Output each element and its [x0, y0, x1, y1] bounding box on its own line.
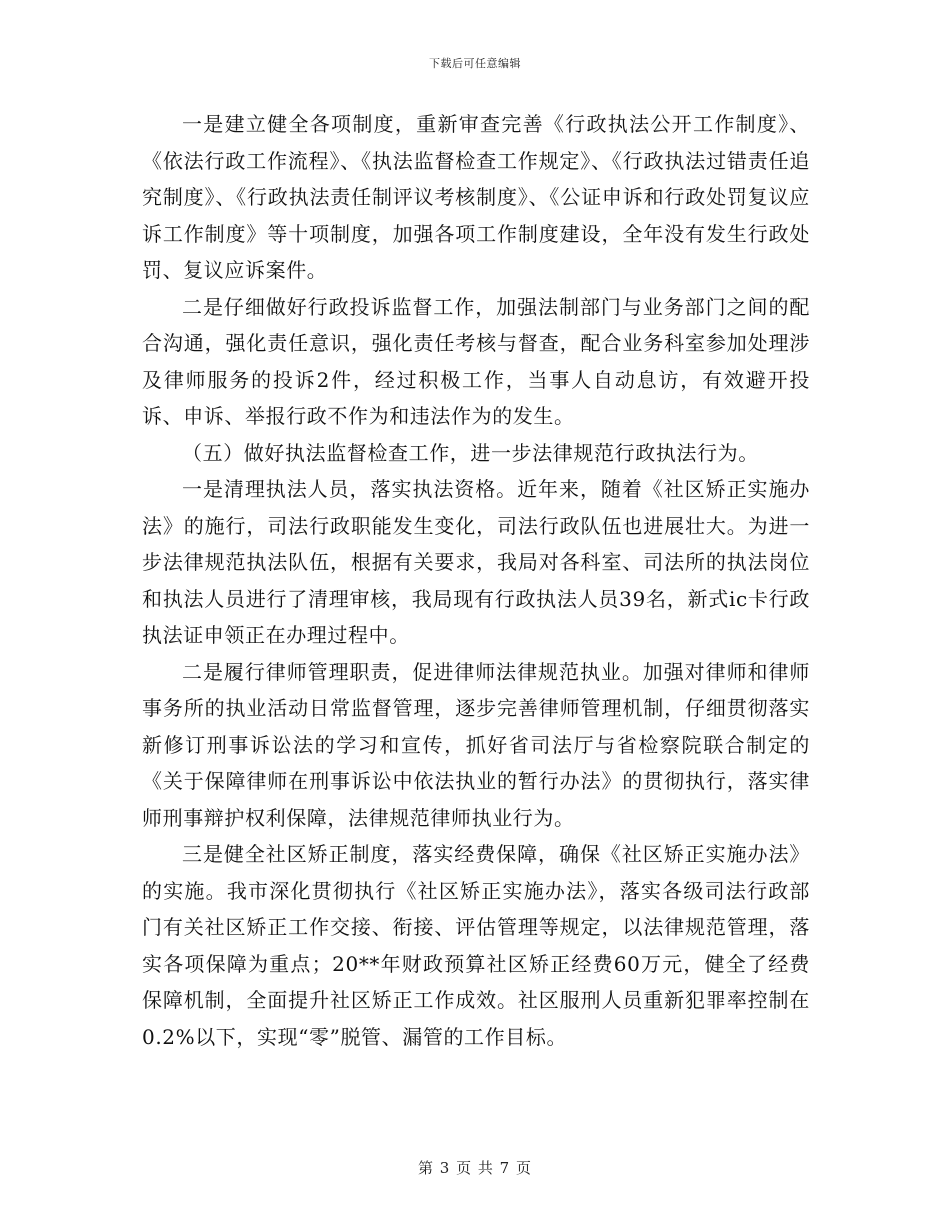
page-header: 下载后可任意编辑: [429, 57, 521, 70]
document-body: [142, 106, 810, 1055]
paragraph-complaint-supervision: 二是仔细做好行政投诉监督工作，加强法制部门与业务部门之间的配合沟通，强化责任意识，强化责任考核与督查，配合业务科室参加处理涉及律师服务的投诉2件，经过积极工作，当事人自动息访，有效避开投诉、申诉、举报行政不作为和违法作为的发生。: [142, 294, 810, 428]
page-number-footer: 第 3 页 共 7 页: [418, 1159, 532, 1177]
paragraph-rules-system: 一是建立健全各项制度，重新审查完善《行政执法公开工作制度》、《依法行政工作流程》、《执法监督检查工作规定》、《行政执法过错责任追究制度》、《行政执法责任制评议考核制度》、《公证申诉和行政处罚复议应诉工作制度》等十项制度，加强各项工作制度建设，全年没有发生行政处罚、复议应诉案件。: [142, 112, 810, 282]
section-heading-five: （五）做好执法监督检查工作，进一步法律规范行政执法行为。: [182, 440, 759, 465]
paragraph-community-correction: 三是健全社区矫正制度，落实经费保障，确保《社区矫正实施办法》的实施。我市深化贯彻执行《社区矫正实施办法》，落实各级司法行政部门有关社区矫正工作交接、衔接、评估管理等规定，以法律规范管理，落实各项保障为重点；20**年财政预算社区矫正经费60万元，健全了经费保障机制，全面提升社区矫正工作成效。社区服刑人员重新犯罪率控制在0.2%以下，实现“零”脱管、漏管的工作目标。: [142, 842, 810, 1049]
paragraph-lawyer-management: 二是履行律师管理职责，促进律师法律规范执业。加强对律师和律师事务所的执业活动日常监督管理，逐步完善律师管理机制，仔细贯彻落实新修订刑事诉讼法的学习和宣传，抓好省司法厅与省检察院联合制定的《关于保障律师在刑事诉讼中依法执业的暂行办法》的贯彻执行，落实律师刑事辩护权利保障，法律规范律师执业行为。: [142, 659, 810, 830]
paragraph-enforcement-personnel: 一是清理执法人员，落实执法资格。近年来，随着《社区矫正实施办法》的施行，司法行政职能发生变化，司法行政队伍也进展壮大。为进一步法律规范执法队伍，根据有关要求，我局对各科室、司法所的执法岗位和执法人员进行了清理审核，我局现有行政执法人员39名，新式ic卡行政执法证申领正在办理过程中。: [142, 477, 810, 647]
